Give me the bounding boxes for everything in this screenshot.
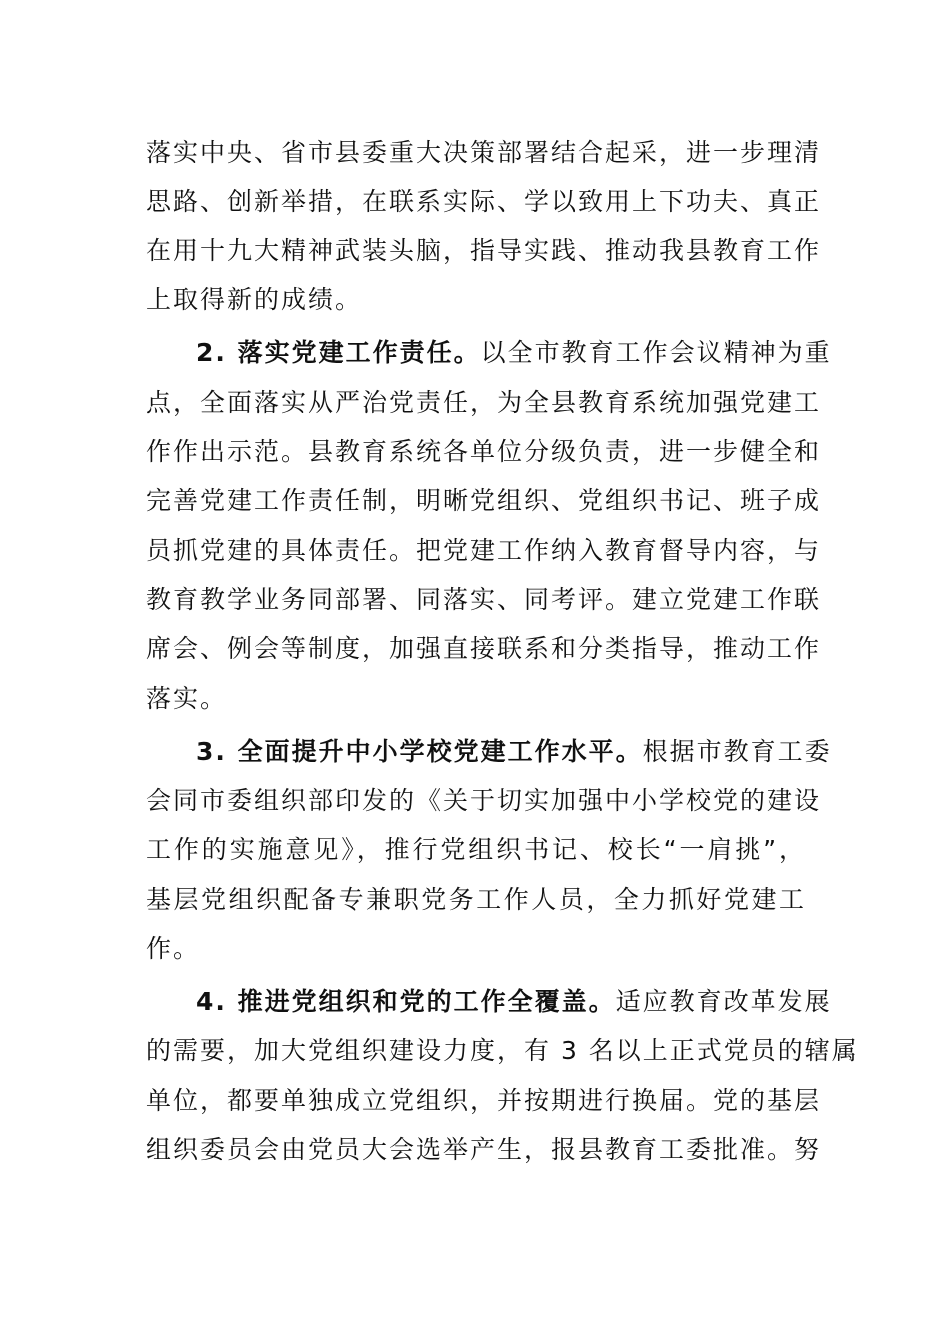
body-text: 以全市教育工作会议精神为重 <box>480 338 832 367</box>
body-text-line: 员抓党建的具体责任。把党建工作纳入教育督导内容，与 <box>146 536 822 565</box>
section-heading: 4. 推进党组织和党的工作全覆盖。 <box>196 987 616 1016</box>
body-text-line: 组织委员会由党员大会选举产生，报县教育工委批准。努 <box>146 1135 822 1164</box>
body-text-line: 点，全面落实从严治党责任，为全县教育系统加强党建工 <box>146 388 822 417</box>
body-text-line: 上取得新的成绩。 <box>146 285 363 314</box>
section-first-line <box>196 732 832 772</box>
body-text: 根据市教育工委 <box>642 737 832 766</box>
body-text-line: 在用十九大精神武装头脑，指导实践、推动我县教育工作 <box>146 236 822 265</box>
body-text-line: 教育教学业务同部署、同落实、同考评。建立党建工作联 <box>146 585 822 614</box>
section-heading: 3. 全面提升中小学校党建工作水平。 <box>196 737 643 766</box>
body-text-line: 工作的实施意见》，推行党组织书记、校长“一肩挑”， <box>146 835 806 864</box>
body-text: 适应教育改革发展 <box>615 987 832 1016</box>
body-text-line: 会同市委组织部印发的《关于切实加强中小学校党的建设 <box>146 786 822 815</box>
body-text-line: 落实中央、省市县委重大决策部署结合起采，进一步理清 <box>146 138 822 167</box>
body-text-line: 落实。 <box>146 684 228 713</box>
body-text-line: 作。 <box>146 934 201 963</box>
body-text-line: 的需要，加大党组织建设力度，有 3 名以上正式党员的辖属 <box>146 1036 859 1065</box>
body-text-line: 思路、创新举措，在联系实际、学以致用上下功夫、真正 <box>146 187 822 216</box>
body-text-line: 作作出示范。县教育系统各单位分级负责，进一步健全和 <box>146 437 822 466</box>
body-text-line: 完善党建工作责任制，明晰党组织、党组织书记、班子成 <box>146 486 822 515</box>
body-text-line: 单位，都要单独成立党组织，并按期进行换届。党的基层 <box>146 1086 822 1115</box>
section-first-line <box>196 333 832 373</box>
section-heading: 2. 落实党建工作责任。 <box>196 338 481 367</box>
section-first-line <box>196 982 832 1022</box>
body-text-line: 席会、例会等制度，加强直接联系和分类指导，推动工作 <box>146 634 822 663</box>
body-text-line: 基层党组织配备专兼职党务工作人员，全力抓好党建工 <box>146 885 806 914</box>
